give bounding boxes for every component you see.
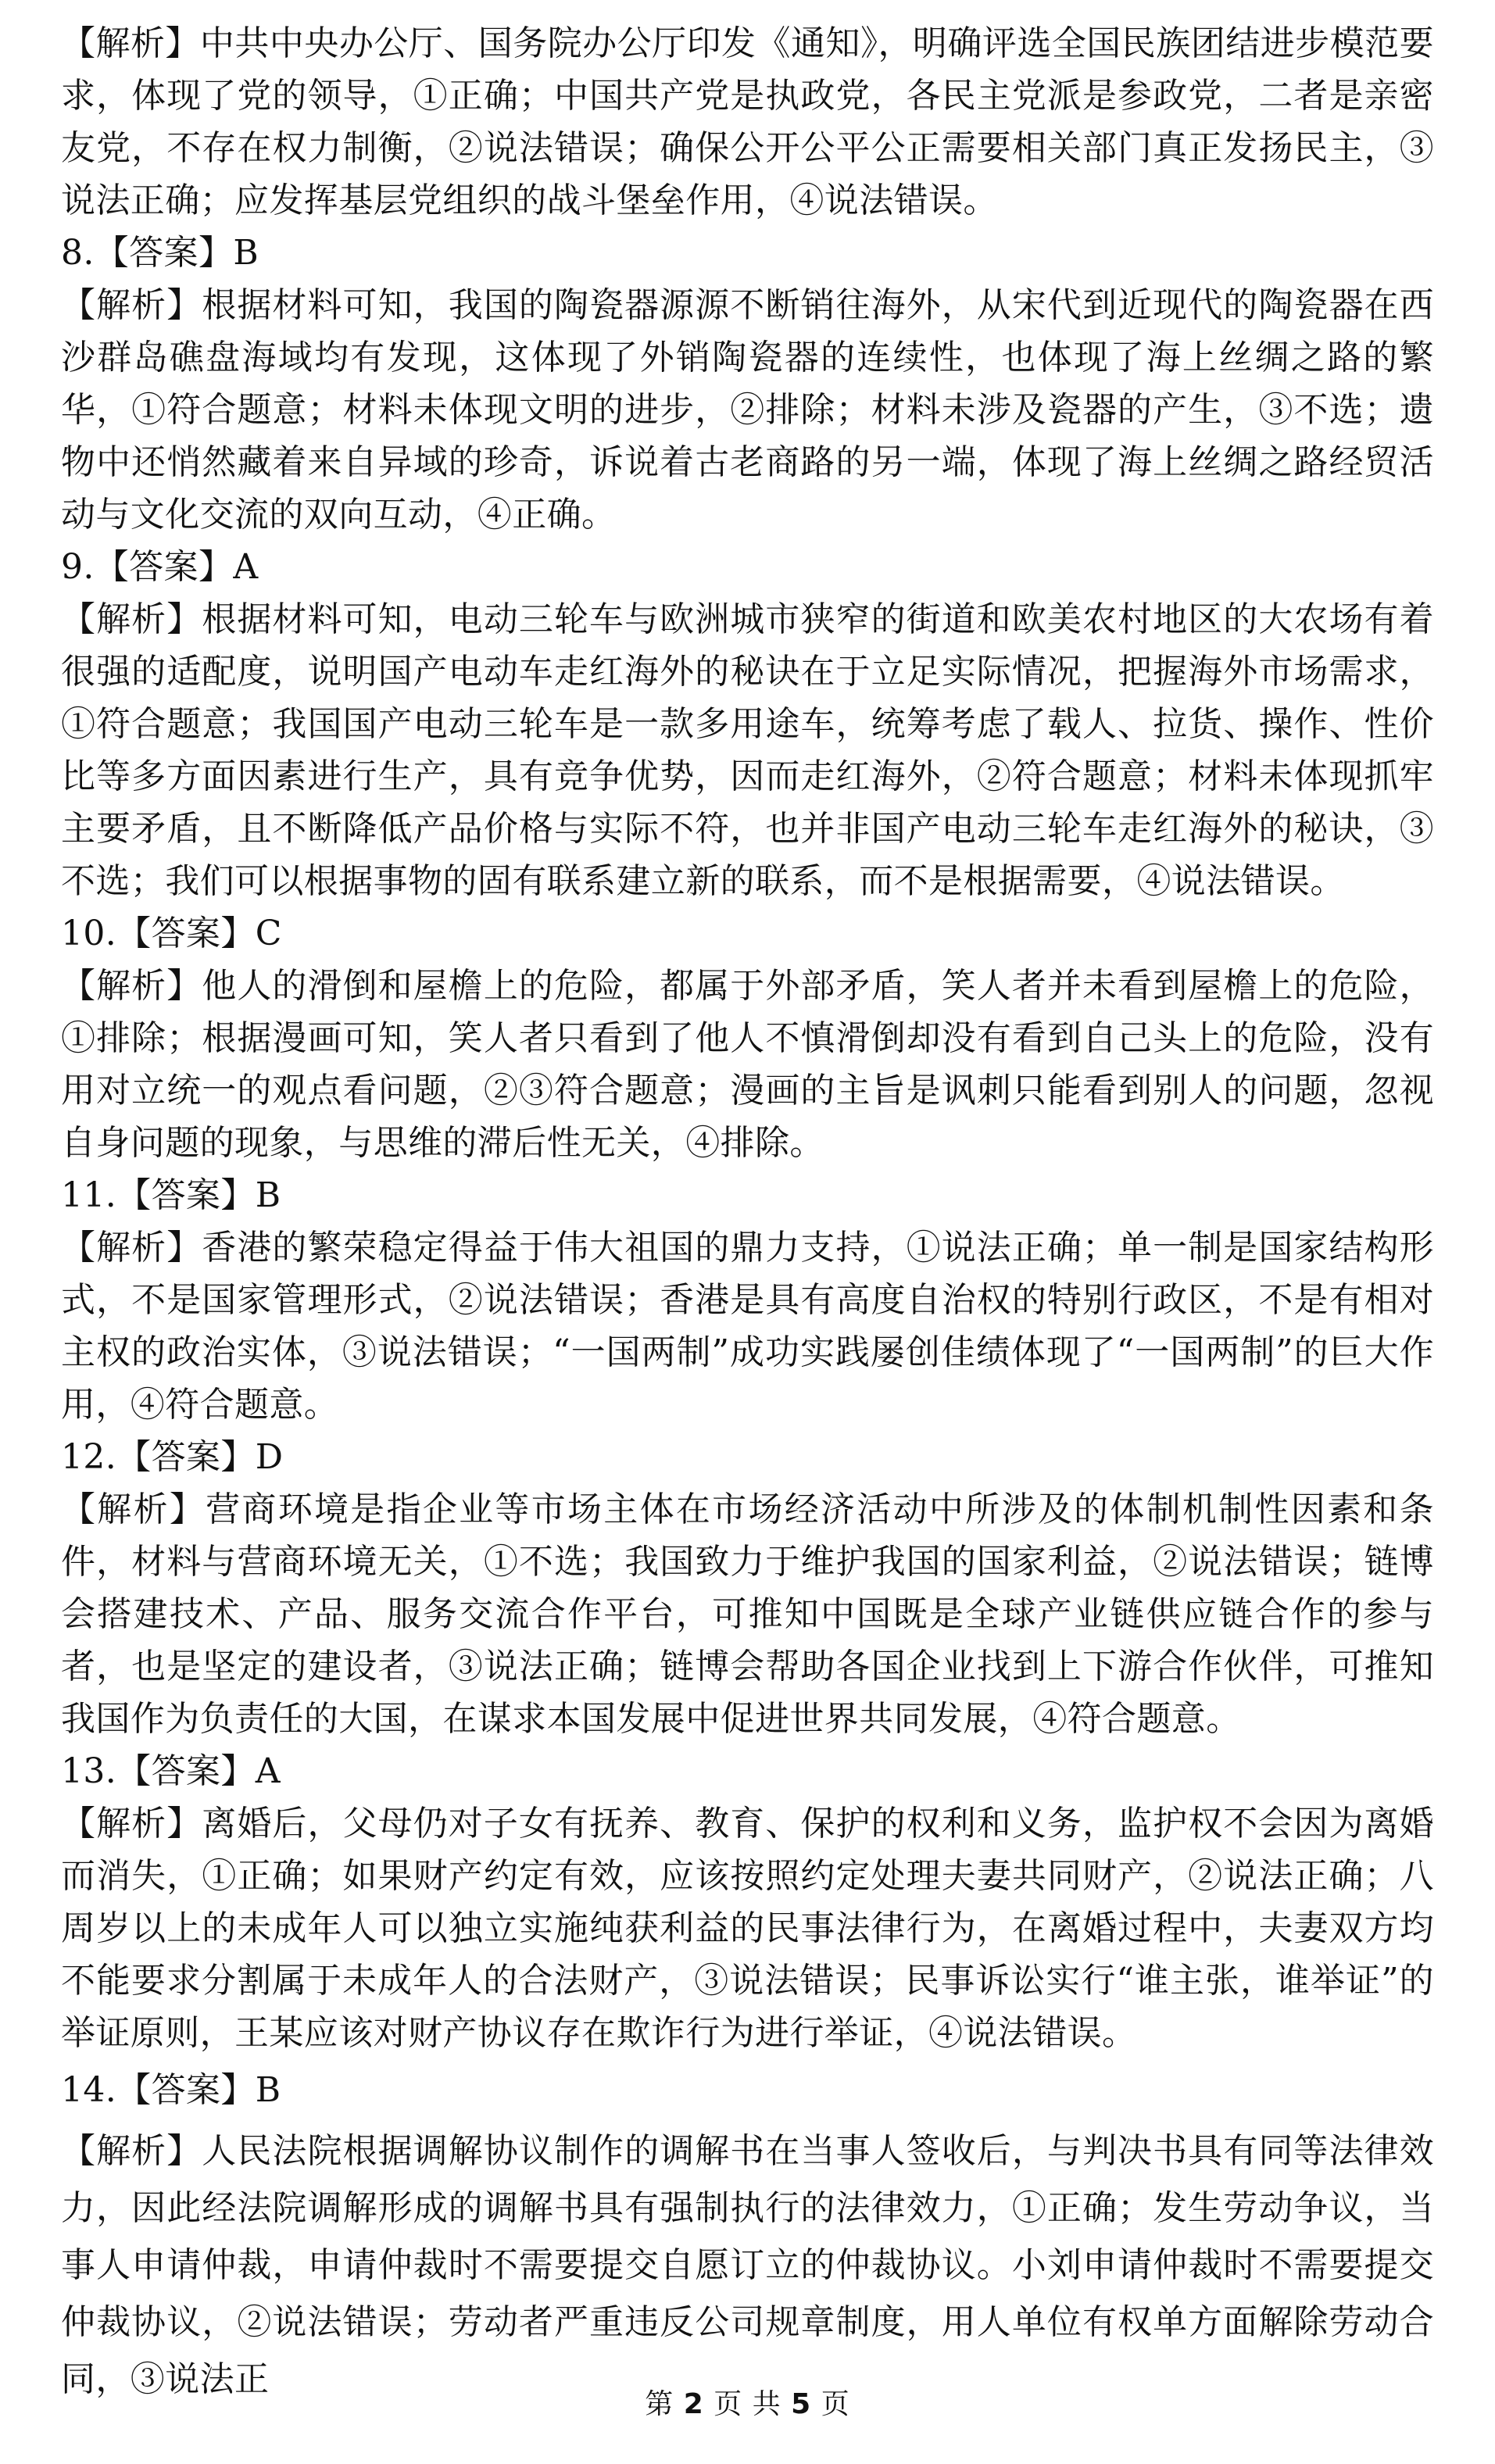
explanation-9: 【解析】根据材料可知，电动三轮车与欧洲城市狭窄的街道和欧美农村地区的大农场有着很强的适配度，说明国产电动车走红海外的秘诀在于立足实际情况，把握海外市场需求，①符合题意；我国国产电动三轮车是一款多用途车，统筹考虑了载人、拉货、操作、性价比等多方面因素进行生产，具有竞争优势，因而走红海外，②符合题意；材料未体现抓牢主要矛盾，且不断降低产品价格与实际不符，也并非国产电动三轮车走红海外的秘诀，③不选；我们可以根据事物的固有联系建立新的联系，而不是根据需要，④说法错误。 [61, 599, 1434, 901]
page-footer [0, 2382, 1495, 2422]
answer-block-14 [61, 2064, 1434, 2408]
answer-block-11 [61, 1169, 1434, 1431]
answer-block-10 [61, 907, 1434, 1169]
answer-11: 11.【答案】B [61, 1175, 281, 1215]
answer-block-13 [61, 1745, 1434, 2059]
answer-10: 10.【答案】C [61, 914, 282, 953]
explanation-14: 【解析】人民法院根据调解协议制作的调解书在当事人签收后，与判决书具有同等法律效力，因此经法院调解形成的调解书具有强制执行的法律效力，①正确；发生劳动争议，当事人申请仲裁，申请仲裁时不需要提交自愿订立的仲裁协议。小刘申请仲裁时不需要提交仲裁协议，②说法错误；劳动者严重违反公司规章制度，用人单位有权单方面解除劳动合同，③说法正 [61, 2131, 1434, 2399]
answer-9: 9.【答案】A [61, 547, 259, 587]
answer-12: 12.【答案】D [61, 1437, 284, 1477]
explanation-13: 【解析】离婚后，父母仍对子女有抚养、教育、保护的权利和义务，监护权不会因为离婚而消失，①正确；如果财产约定有效，应该按照约定处理夫妻共同财产，②说法正确；八周岁以上的未成年人可以独立实施纯获利益的民事法律行为，在离婚过程中，夫妻双方均不能要求分割属于未成年人的合法财产，③说法错误；民事诉讼实行“谁主张，谁举证”的举证原则，王某应该对财产协议存在欺诈行为进行举证，④说法错误。 [61, 1804, 1434, 2053]
explanation-11: 【解析】香港的繁荣稳定得益于伟大祖国的鼎力支持，①说法正确；单一制是国家结构形式，不是国家管理形式，②说法错误；香港是具有高度自治权的特别行政区，不是有相对主权的政治实体，③说法错误；“一国两制”成功实践屡创佳绩体现了“一国两制”的巨大作用，④符合题意。 [61, 1228, 1434, 1425]
footer-prefix: 第 [645, 2388, 674, 2420]
explanation-12: 【解析】营商环境是指企业等市场主体在市场经济活动中所涉及的体制机制性因素和条件，材料与营商环境无关，①不选；我国致力于维护我国的国家利益，②说法错误；链博会搭建技术、产品、服务交流合作平台，可推知中国既是全球产业链供应链合作的参与者，也是坚定的建设者，③说法正确；链博会帮助各国企业找到上下游合作伙伴，可推知我国作为负责任的大国，在谋求本国发展中促进世界共同发展，④符合题意。 [61, 1489, 1434, 1739]
footer-total-pages: 5 [791, 2388, 812, 2420]
footer-page-number: 2 [683, 2388, 704, 2420]
answer-13: 13.【答案】A [61, 1751, 281, 1791]
answer-block-7 [61, 17, 1434, 227]
answer-8: 8.【答案】B [61, 233, 259, 273]
explanation-7: 【解析】中共中央办公厅、国务院办公厅印发《通知》，明确评选全国民族团结进步模范要求，体现了党的领导，①正确；中国共产党是执政党，各民主党派是参政党，二者是亲密友党，不存在权力制衡，②说法错误；确保公开公平公正需要相关部门真正发扬民主，③说法正确；应发挥基层党组织的战斗堡垒作用，④说法错误。 [61, 23, 1434, 220]
answer-14: 14.【答案】B [61, 2070, 281, 2110]
explanation-10: 【解析】他人的滑倒和屋檐上的危险，都属于外部矛盾，笑人者并未看到屋檐上的危险，①排除；根据漫画可知，笑人者只看到了他人不慎滑倒却没有看到自己头上的危险，没有用对立统一的观点看问题，②③符合题意；漫画的主旨是讽刺只能看到别人的问题，忽视自身问题的现象，与思维的滞后性无关，④排除。 [61, 966, 1434, 1163]
footer-middle: 页 共 [714, 2388, 781, 2420]
explanation-8: 【解析】根据材料可知，我国的陶瓷器源源不断销往海外，从宋代到近现代的陶瓷器在西沙群岛礁盘海域均有发现，这体现了外销陶瓷器的连续性，也体现了海上丝绸之路的繁华，①符合题意；材料未体现文明的进步，②排除；材料未涉及瓷器的产生，③不选；遗物中还悄然藏着来自异域的珍奇，诉说着古老商路的另一端，体现了海上丝绸之路经贸活动与文化交流的双向互动，④正确。 [61, 285, 1434, 535]
answer-block-12 [61, 1431, 1434, 1745]
answer-block-8 [61, 227, 1434, 541]
footer-suffix: 页 [821, 2388, 850, 2420]
answer-block-9 [61, 541, 1434, 907]
